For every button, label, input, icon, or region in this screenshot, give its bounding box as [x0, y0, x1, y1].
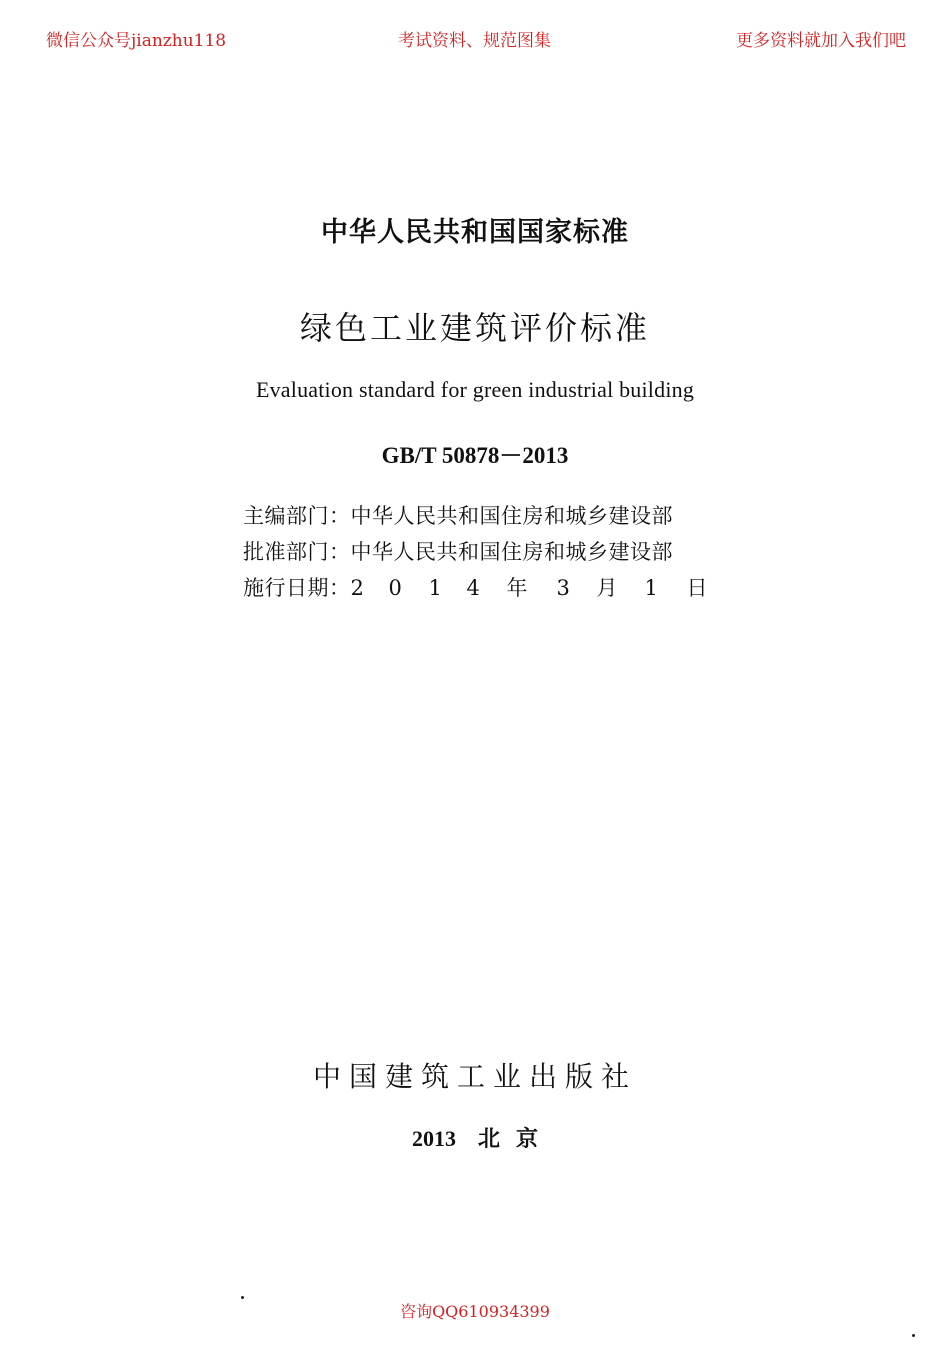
date-digit: 2: [350, 576, 364, 600]
header-join-link[interactable]: 更多资料就加入我们吧: [736, 31, 906, 51]
date-year-char: 年: [506, 576, 528, 600]
approver-department-label: 批准部门：: [243, 540, 351, 564]
date-digit: 1: [644, 576, 658, 600]
approver-department-row: [243, 536, 673, 566]
standard-category: 中华人民共和国国家标准: [321, 217, 629, 248]
publication-city-char: 北: [477, 1126, 500, 1151]
date-month-char: 月: [596, 576, 618, 600]
publication-year: 2013: [411, 1126, 456, 1151]
editor-department-row: [243, 500, 673, 530]
date-digit: 1: [428, 576, 442, 600]
standard-title-chinese: 绿色工业建筑评价标准: [299, 309, 650, 347]
scan-speck: [912, 1334, 915, 1337]
date-digit: 0: [388, 576, 402, 600]
publication-year-city: [0, 1122, 950, 1153]
standard-title-english: Evaluation standard for green industrial building: [255, 377, 695, 402]
footer-contact-link[interactable]: 咨询QQ610934399: [400, 1302, 550, 1321]
publisher-name: 中国建筑工业出版社: [312, 1060, 637, 1093]
editor-department-label: 主编部门：: [243, 504, 351, 528]
date-digit: 4: [466, 576, 480, 600]
header-wechat-link[interactable]: 微信公众号jianzhu118: [46, 31, 227, 51]
editor-department-value: 中华人民共和国住房和城乡建设部: [350, 504, 673, 528]
effective-date-row: [243, 572, 708, 602]
approver-department-value: 中华人民共和国住房和城乡建设部: [350, 540, 673, 564]
date-day-char: 日: [686, 576, 708, 600]
effective-date-value: [351, 572, 708, 602]
standard-code: GB/T 50878－2013: [381, 443, 569, 468]
publication-city-char: 京: [516, 1126, 539, 1151]
header-resources-link[interactable]: 考试资料、规范图集: [398, 31, 551, 51]
date-digit: 3: [556, 576, 570, 600]
effective-date-label: 施行日期：: [243, 576, 351, 600]
